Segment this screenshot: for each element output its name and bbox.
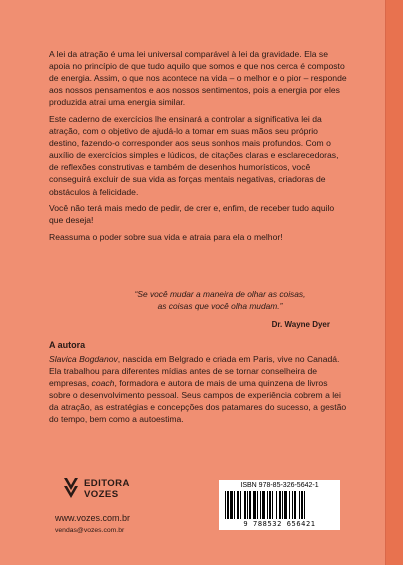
author-name: Slavica Bogdanov <box>49 354 118 364</box>
publisher-name-line-1: EDITORA <box>84 478 130 489</box>
quote-author: Dr. Wayne Dyer <box>271 320 330 329</box>
isbn-barcode <box>219 480 340 530</box>
paragraph-exercises: Este caderno de exercícios lhe ensinará a controlar a significativa lei da atração, com o objetivo de ajudá-lo a tomar em suas mãos seu próprio destino, fazendo-o corresponder aos seus sonhos mais profundos. Com o auxílio de exercícios simples e lúdicos, de citações claras e esclarecedoras, de reflexões construtivas e também de desenhos humorísticos, você conseguirá excluir de sua vida as forças mentais negativas, criadoras de obstáculos à felicidade. <box>49 113 339 197</box>
quote-line-1: “Se você mudar a maneira de olhar as coisas, <box>134 289 306 299</box>
author-bio <box>49 353 347 426</box>
publisher-website-link[interactable]: www.vozes.com.br <box>55 513 131 523</box>
isbn-label: ISBN 978-85-326-5642-1 <box>240 482 319 489</box>
barcode-digits: 9 788532 656421 <box>243 520 316 528</box>
paragraph-no-fear: Você não terá mais medo de pedir, de crer e, enfim, de receber tudo aquilo que deseja! <box>49 203 335 226</box>
paragraph-intro: A lei da atração é uma lei universal comparável à lei da gravidade. Ela se apoia no princípio de que tudo aquilo que somos e que nos cerca é composto de energia. Assim, o que nos acontece na vida – o melhor e o pior – responde aos nossos pensamentos e aos nossos sentimentos, pois a energia por eles produzida atrai uma energia similar. <box>49 49 347 108</box>
quote-line-2: as coisas que você olha mudam.” <box>157 301 283 311</box>
author-bio-coach: coach <box>91 378 115 389</box>
vozes-logo-icon <box>62 474 80 502</box>
barcode-bars <box>223 491 336 519</box>
publisher-name <box>84 478 130 500</box>
back-cover-description <box>49 48 347 247</box>
author-bio-part-1: , nascida em Belgrado e criada em Paris, vive no Canadá. Ela trabalhou para diferentes mídias antes de se tornar conselheira de empresas, <box>49 354 340 389</box>
author-bio-part-2: , formadora e autora de mais de uma quinzena de livros sobre o desenvolvimento pessoal. Seus campos de experiência cobrem a lei da atração, as estratégias e concepções dos patamares do sucesso, a gestão do tempo, bem como a autoestima. <box>49 378 347 425</box>
quote-block <box>100 288 340 312</box>
paragraph-reassume-power: Reassuma o poder sobre sua vida e atraia para ela o melhor! <box>49 231 283 242</box>
author-section-heading: A autora <box>49 340 86 350</box>
publisher-email-link[interactable]: vendas@vozes.com.br <box>55 527 125 534</box>
publisher-logo <box>62 474 142 504</box>
publisher-name-line-2: VOZES <box>84 489 119 500</box>
book-spine-edge <box>385 0 403 565</box>
